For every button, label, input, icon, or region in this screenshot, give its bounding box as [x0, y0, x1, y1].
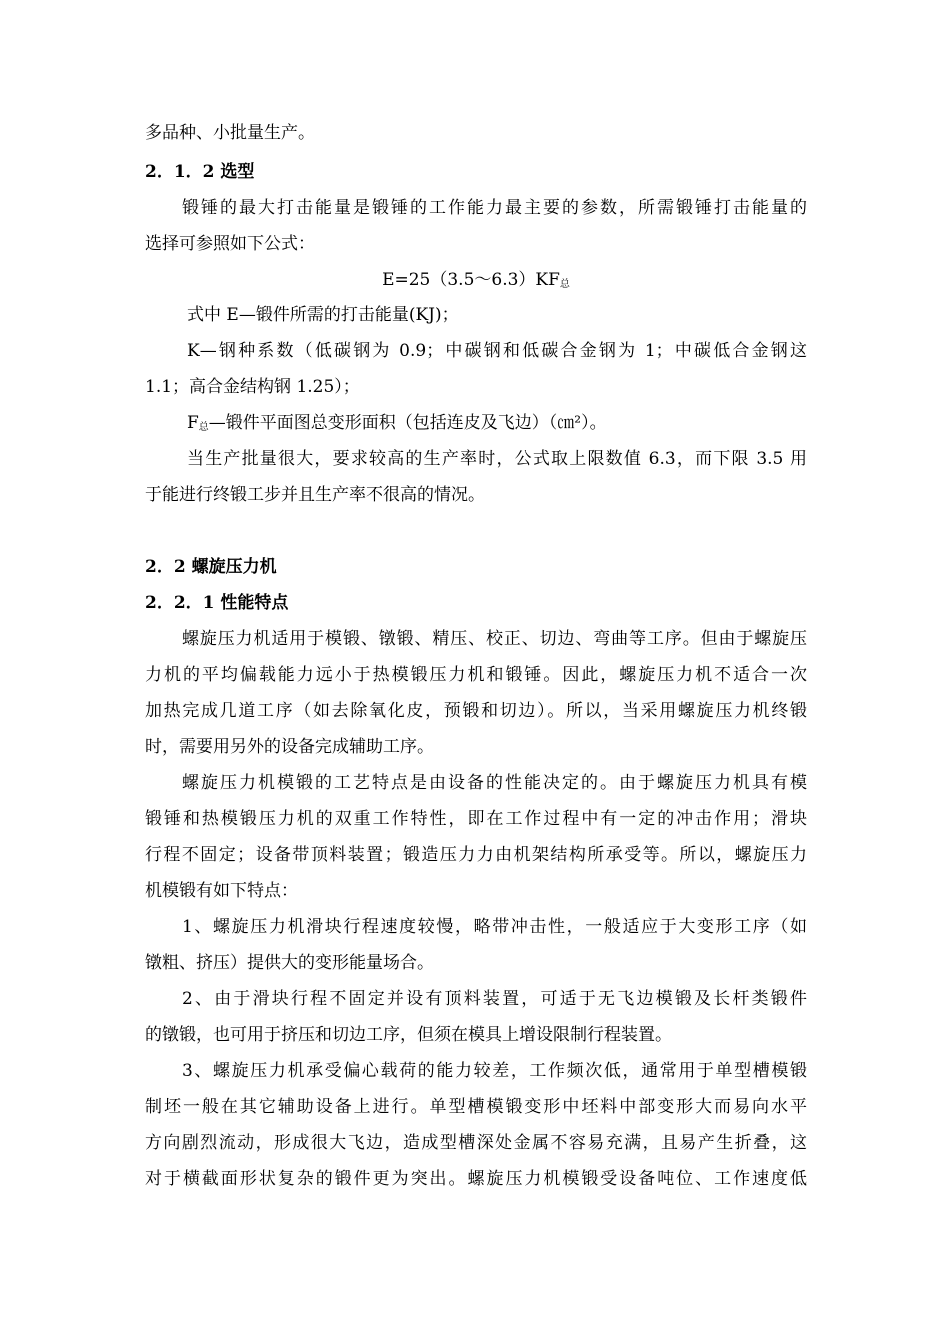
paragraph-line: 锻锤和热模锻压力机的双重工作特性，即在工作过程中有一定的冲击作用；滑块 — [145, 809, 807, 829]
paragraph-line: 于能进行终锻工步并且生产率不很高的情况。 — [145, 485, 485, 505]
list-item-line: 制坯一般在其它辅助设备上进行。单型槽模锻变形中坯料中部变形大而易向水平 — [145, 1097, 807, 1117]
definition-e: 式中 E—锻件所需的打击能量(KJ)； — [187, 305, 459, 325]
formula-main: E=25（3.5～6.3）KF — [382, 270, 560, 290]
definition-k-line: 1.1；高合金结构钢 1.25）； — [145, 377, 360, 397]
paragraph-line: 力机的平均偏载能力远小于热模锻压力机和锻锤。因此，螺旋压力机不适合一次 — [145, 665, 807, 685]
paragraph-line: 选择可参照如下公式： — [145, 234, 315, 254]
definition-f-text: —锻件平面图总变形面积（包括连皮及飞边）（㎝²）。 — [208, 413, 607, 433]
paragraph-line: 锻锤的最大打击能量是锻锤的工作能力最主要的参数，所需锻锤打击能量的 — [182, 198, 807, 218]
list-item-line: 镦粗、挤压）提供大的变形能量场合。 — [145, 953, 434, 973]
definition-f — [187, 411, 849, 440]
formula-subscript: 总 — [559, 279, 570, 290]
section-heading-2-2-1: 2．2．1 性能特点 — [145, 593, 289, 613]
paragraph-line: 行程不固定；设备带顶料装置；锻造压力力由机架结构所承受等。所以，螺旋压力 — [145, 845, 807, 865]
paragraph-line: 加热完成几道工序（如去除氧化皮，预锻和切边）。所以，当采用螺旋压力机终锻 — [145, 701, 807, 721]
paragraph-line: 螺旋压力机适用于模锻、镦锻、精压、校正、切边、弯曲等工序。但由于螺旋压 — [182, 629, 807, 649]
list-item-line: 方向剧烈流动，形成很大飞边，造成型槽深处金属不容易充满，且易产生折叠，这 — [145, 1133, 807, 1153]
section-heading-2-1-2: 2．1．2 选型 — [145, 162, 255, 182]
paragraph-line: 当生产批量很大，要求较高的生产率时，公式取上限数值 6.3，而下限 3.5 用 — [187, 449, 807, 469]
list-item-line: 的镦锻，也可用于挤压和切边工序，但须在模具上增设限制行程装置。 — [145, 1025, 672, 1045]
section-heading-2-2: 2．2 螺旋压力机 — [145, 557, 277, 577]
paragraph-line: 机模锻有如下特点： — [145, 881, 298, 901]
paragraph-line: 螺旋压力机模锻的工艺特点是由设备的性能决定的。由于螺旋压力机具有模 — [182, 773, 807, 793]
definition-k-line: K—钢种系数（低碳钢为 0.9；中碳钢和低碳合金钢为 1；中碳低合金钢这 — [187, 341, 807, 361]
definition-f-symbol: F — [187, 413, 199, 433]
list-item-line: 2、由于滑块行程不固定并设有顶料装置，可适于无飞边模锻及长杆类锻件 — [182, 989, 807, 1009]
definition-f-subscript: 总 — [198, 422, 209, 433]
list-item-line: 3、螺旋压力机承受偏心载荷的能力较差，工作频次低，通常用于单型槽模锻 — [182, 1061, 807, 1081]
text-line: 多品种、小批量生产。 — [145, 123, 315, 143]
list-item-line: 对于横截面形状复杂的锻件更为突出。螺旋压力机模锻受设备吨位、工作速度低 — [145, 1169, 807, 1189]
list-item-line: 1、螺旋压力机滑块行程速度较慢，略带冲击性，一般适应于大变形工序（如 — [182, 917, 807, 937]
paragraph-line: 时，需要用另外的设备完成辅助工序。 — [145, 737, 434, 757]
formula — [145, 268, 807, 297]
